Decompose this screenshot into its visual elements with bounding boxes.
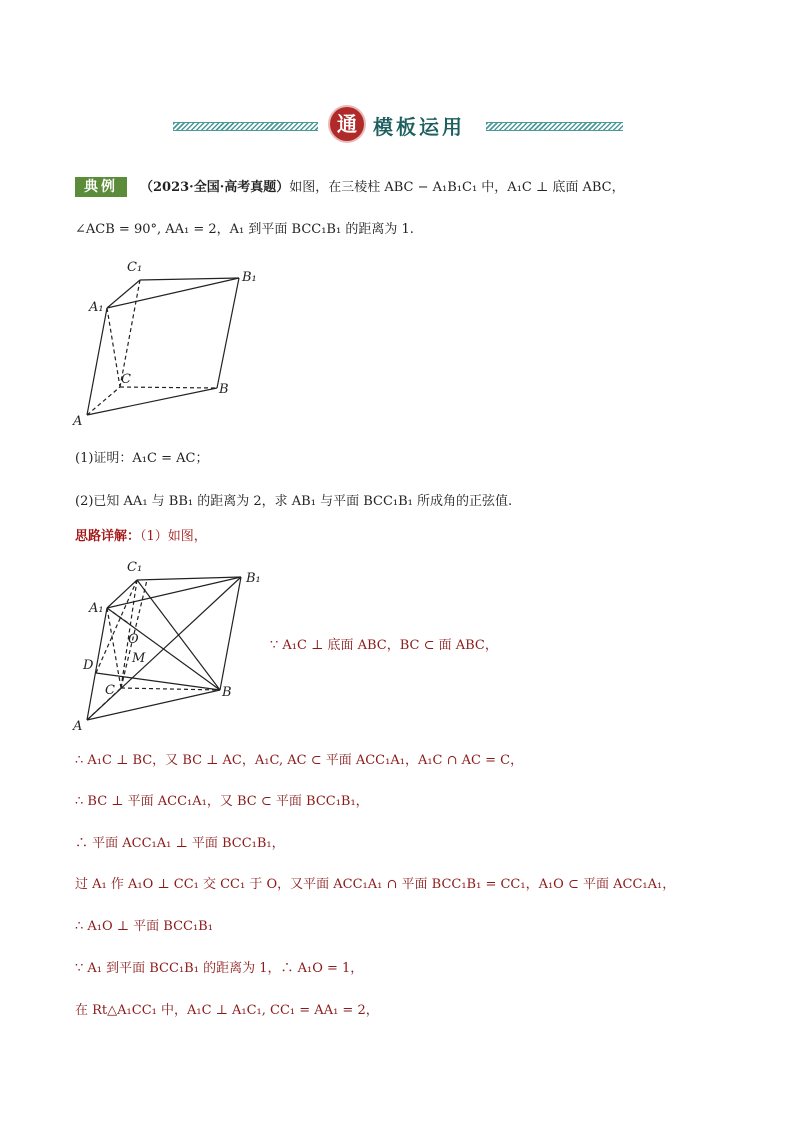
solution-line-7: 在 Rt△A₁CC₁ 中，A₁C ⊥ A₁C₁, CC₁ = AA₁ = 2， — [75, 1003, 379, 1018]
example-line1: 如图，在三棱柱 ABC − A₁B₁C₁ 中，A₁C ⊥ 底面 ABC， — [289, 180, 625, 195]
edge-C1B1 — [140, 278, 239, 280]
label-B: B — [219, 382, 229, 397]
solution-line-1: ∴ A₁C ⊥ BC，又 BC ⊥ AC，A₁C, AC ⊂ 平面 ACC₁A₁，A₁C ∩ AC = C， — [75, 753, 524, 768]
edge-A1B1 — [107, 577, 241, 608]
solution-line-6: ∵ A₁ 到平面 BCC₁B₁ 的距离为 1，∴ A₁O = 1， — [75, 961, 364, 976]
example-line2: ∠ACB = 90°, AA₁ = 2，A₁ 到平面 BCC₁B₁ 的距离为 1. — [75, 222, 414, 237]
label-A: A — [73, 414, 83, 429]
question-1: (1)证明：A₁C = AC； — [75, 451, 209, 466]
label-A: A — [73, 719, 83, 734]
edge-C1B1 — [137, 577, 241, 580]
label-C1: C₁ — [127, 560, 143, 575]
example-tag: 典例 — [75, 177, 127, 197]
header-left-stripe — [173, 122, 318, 131]
solution-line-4: 过 A₁ 作 A₁O ⊥ CC₁ 交 CC₁ 于 O，又平面 ACC₁A₁ ∩ 平面 BCC₁B₁ = CC₁，A₁O ⊂ 平面 ACC₁A₁， — [75, 877, 676, 892]
label-B1: B₁ — [246, 571, 261, 586]
edge-CB — [120, 387, 217, 388]
label-B1: B₁ — [242, 270, 257, 285]
edge-A1A — [87, 308, 107, 415]
edge-C1B — [137, 580, 220, 690]
label-C1: C₁ — [127, 260, 143, 275]
question-2: (2)已知 AA₁ 与 BB₁ 的距离为 2，求 AB₁ 与平面 BCC₁B₁ 所成角的正弦值. — [75, 494, 513, 509]
label-O: O — [128, 632, 139, 647]
header-badge-icon: 通 — [330, 107, 364, 141]
solution-heading-row — [75, 528, 207, 546]
section-header — [173, 105, 623, 145]
header-right-stripe — [486, 122, 623, 131]
label-M: M — [132, 651, 146, 666]
label-C: C — [105, 683, 115, 698]
solution-part1-intro: （1）如图， — [140, 529, 207, 544]
figure-prism-2 — [65, 555, 275, 735]
edge-B1B — [217, 278, 239, 388]
edge-A1C — [107, 308, 120, 387]
label-C: C — [121, 372, 131, 387]
example-source — [140, 179, 625, 197]
solution-line-3: ∴ 平面 ACC₁A₁ ⊥ 平面 BCC₁B₁， — [75, 836, 285, 851]
edge-A1B1 — [107, 278, 239, 308]
edge-A1C1 — [107, 580, 137, 608]
solution-heading: 思路详解： — [75, 529, 141, 544]
label-B: B — [222, 685, 232, 700]
label-A1: A₁ — [89, 601, 104, 616]
example-source-text: （2023·全国·高考真题） — [140, 180, 290, 195]
solution-side-note: ∵ A₁C ⊥ 底面 ABC，BC ⊂ 面 ABC， — [270, 638, 498, 653]
edge-AB — [87, 388, 217, 415]
solution-line-2: ∴ BC ⊥ 平面 ACC₁A₁，又 BC ⊂ 平面 BCC₁B₁， — [75, 794, 369, 809]
figure-prism-1 — [65, 255, 275, 435]
label-A1: A₁ — [89, 300, 104, 315]
label-D: D — [83, 658, 94, 673]
solution-line-5: ∴ A₁O ⊥ 平面 BCC₁B₁ — [75, 919, 213, 934]
edge-C1C — [120, 280, 140, 387]
header-title: 模板运用 — [373, 115, 465, 139]
